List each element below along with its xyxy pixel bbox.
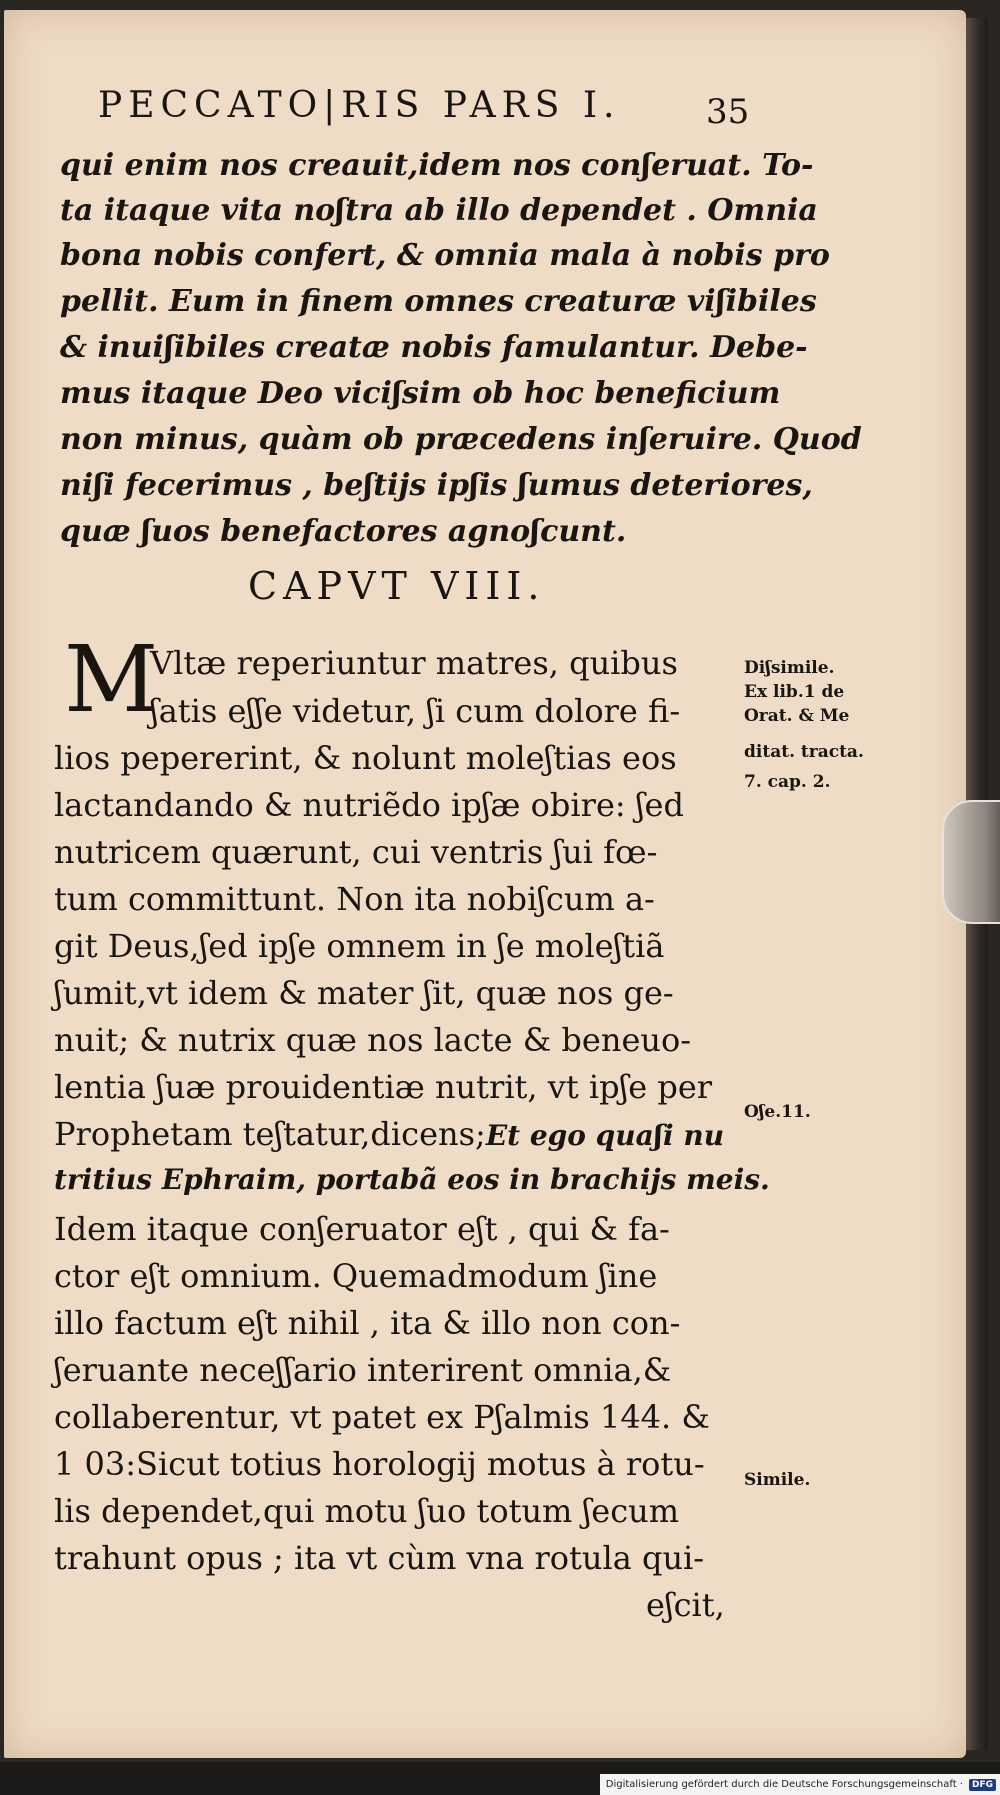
text-line: lis dependet,qui motu ʃuo totum ʃecum xyxy=(54,1492,680,1530)
running-title: PECCATO|RIS PARS I. xyxy=(98,85,621,126)
quote-italic: Et ego quaʃi nu xyxy=(485,1119,725,1152)
top-paragraph-line: qui enim nos creauit,idem nos conʃeruat. To- xyxy=(60,148,814,183)
margin-note: Ex lib.1 de xyxy=(744,682,845,702)
top-paragraph-line: & inuiʃibiles creatæ nobis famulantur. Debe- xyxy=(60,330,808,365)
text-line: nuit; & nutrix quæ nos lacte & beneuo- xyxy=(54,1021,692,1059)
text-line: ctor eʃt omnium. Quemadmodum ʃine xyxy=(54,1257,658,1295)
text-line: lactandando & nutriẽdo ipʃæ obire: ʃed xyxy=(54,786,684,824)
margin-note: 7. cap. 2. xyxy=(744,772,831,792)
margin-note: ditat. tracta. xyxy=(744,742,864,762)
text-line-with-quote xyxy=(54,1115,724,1153)
footer-credit: Digitalisierung gefördert durch die Deutsche Forschungsgemeinschaft · xyxy=(605,1779,963,1790)
margin-note: Simile. xyxy=(744,1470,811,1490)
folio-number: 35 xyxy=(706,92,750,132)
catchword: eʃcit, xyxy=(646,1586,725,1624)
text-line: ʃeruante neceʃʃario interirent omnia,& xyxy=(54,1351,672,1389)
page-clip xyxy=(942,800,1000,924)
margin-note: Oʃe.11. xyxy=(744,1102,811,1122)
margin-note: Diʃsimile. xyxy=(744,658,835,678)
text-segment: Prophetam teʃtatur,dicens; xyxy=(54,1115,486,1153)
text-line: ʃumit,vt idem & mater ʃit, quæ nos ge- xyxy=(54,974,674,1012)
text-line: tum committunt. Non ita nobiʃcum a- xyxy=(54,880,655,918)
text-line: trahunt opus ; ita vt cùm vna rotula qui- xyxy=(54,1539,705,1577)
text-line: Vltæ reperiuntur matres, quibus xyxy=(150,644,678,682)
top-paragraph-line: ta itaque vita noʃtra ab illo dependet . Omnia xyxy=(60,193,818,228)
digitization-footer xyxy=(600,1774,1000,1795)
chapter-title: CAPVT VIII. xyxy=(248,564,546,608)
top-paragraph-line: mus itaque Deo viciʃsim ob hoc beneficium xyxy=(60,376,781,411)
margin-note: Orat. & Me xyxy=(744,706,850,726)
top-paragraph-line: pellit. Eum in finem omnes creaturæ viʃibiles xyxy=(60,284,817,319)
text-line: nutricem quærunt, cui ventris ʃui fœ- xyxy=(54,833,658,871)
text-line: lios pepererint, & nolunt moleʃtias eos xyxy=(54,739,677,777)
text-line: ʃatis eʃʃe videtur, ʃi cum dolore fi- xyxy=(150,692,681,730)
text-line: 1 03:Sicut totius horologij motus à rotu- xyxy=(54,1445,705,1483)
dfg-logo-icon: DFG xyxy=(969,1779,996,1791)
text-line: git Deus,ʃed ipʃe omnem in ʃe moleʃtiã xyxy=(54,927,665,965)
text-line: Idem itaque conʃeruator eʃt , qui & fa- xyxy=(54,1210,670,1248)
top-paragraph-line: niʃi fecerimus , beʃtijs ipʃis ʃumus deteriores, xyxy=(60,468,813,503)
text-line: lentia ʃuæ prouidentiæ nutrit, vt ipʃe per xyxy=(54,1068,713,1106)
quote-line: tritius Ephraim, portabã eos in brachijs meis. xyxy=(54,1163,770,1196)
text-line: illo factum eʃt nihil , ita & illo non con- xyxy=(54,1304,681,1342)
top-paragraph-line: bona nobis confert, & omnia mala à nobis pro xyxy=(60,238,830,273)
drop-cap: M xyxy=(64,626,159,733)
top-paragraph-line: quæ ʃuos benefactores agnoʃcunt. xyxy=(60,514,627,549)
text-line: collaberentur, vt patet ex Pʃalmis 144. & xyxy=(54,1398,710,1436)
top-paragraph-line: non minus, quàm ob præcedens inʃeruire. Quod xyxy=(60,422,862,457)
